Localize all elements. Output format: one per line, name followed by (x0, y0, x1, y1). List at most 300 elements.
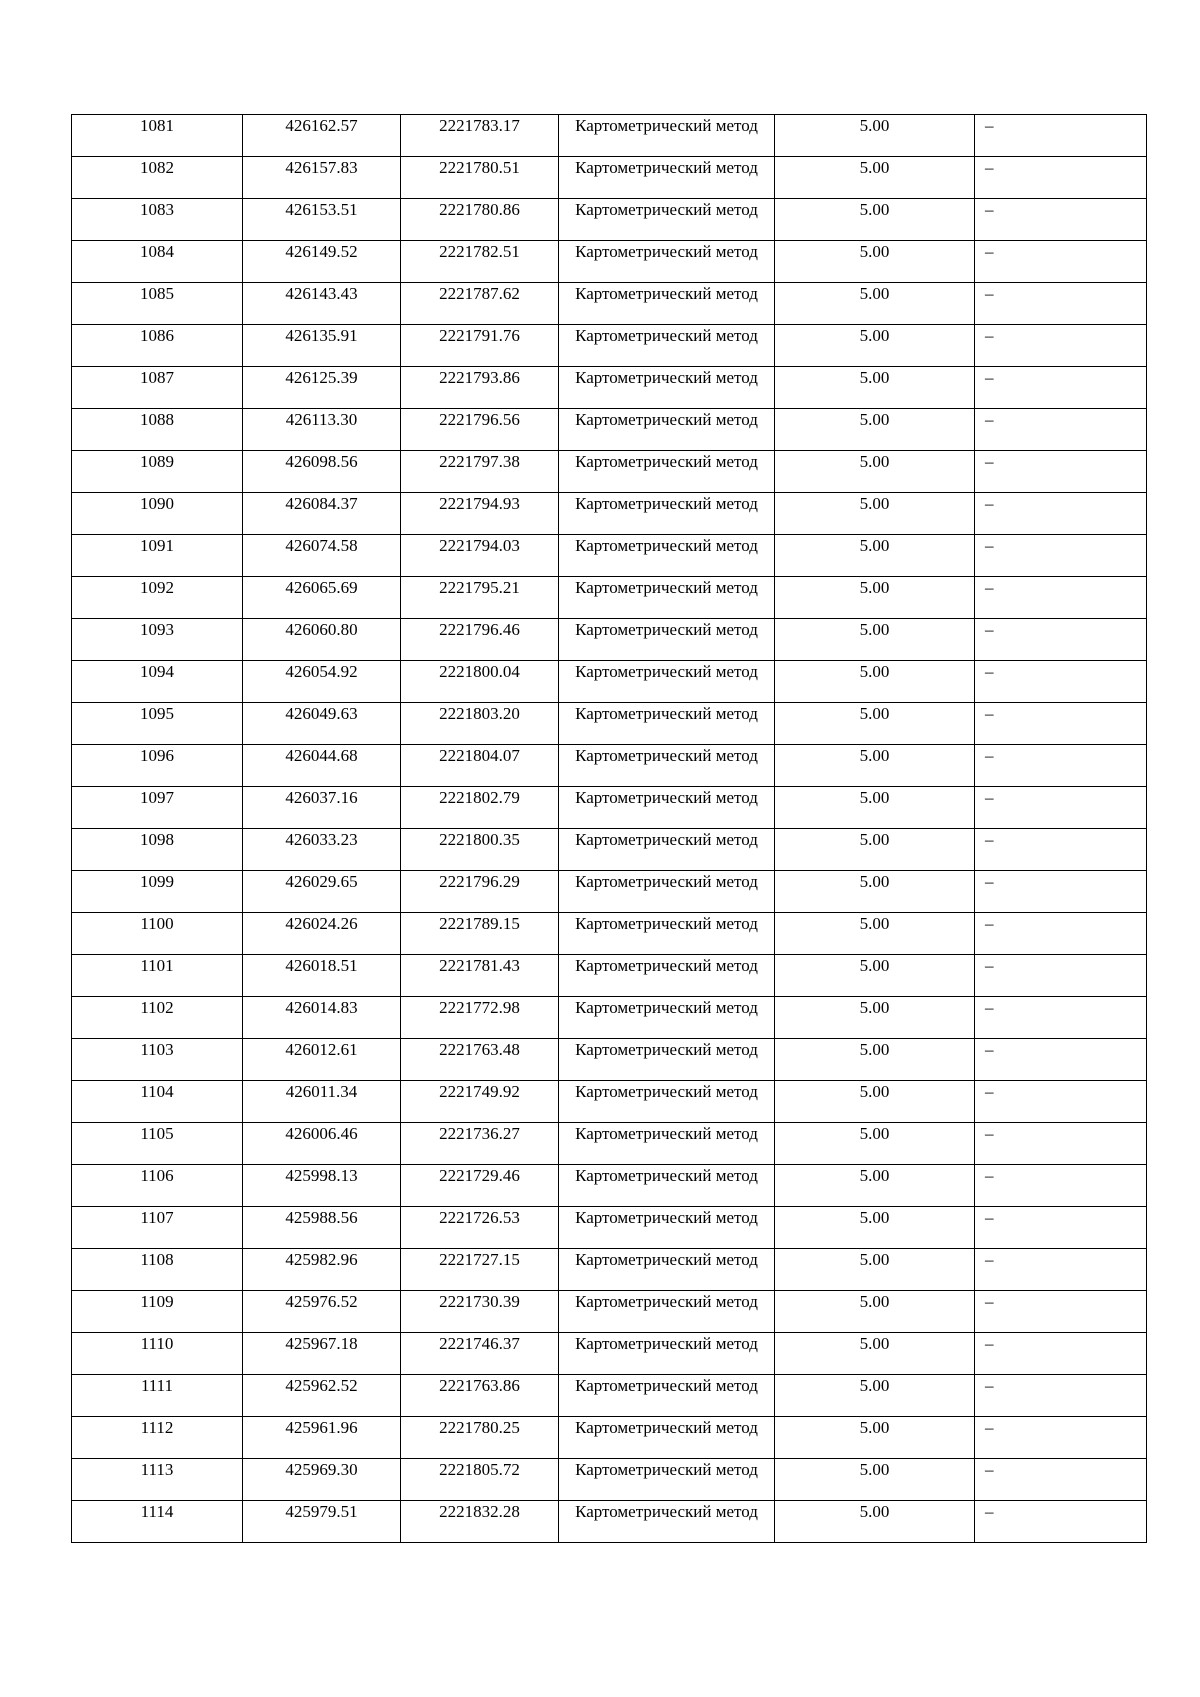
accuracy-cell-text: 5.00 (859, 1334, 890, 1353)
accuracy-cell (775, 1081, 975, 1123)
description-cell-text: – (985, 1208, 994, 1227)
point-number-cell-text: 1095 (140, 704, 174, 723)
coord-y-cell (401, 1291, 559, 1333)
accuracy-cell (775, 1333, 975, 1375)
method-cell-text: Картометрический метод (575, 284, 758, 303)
accuracy-cell (775, 115, 975, 157)
coord-x-cell-text: 426135.91 (285, 326, 358, 345)
coord-x-cell-text: 426162.57 (285, 116, 358, 135)
method-cell-text: Картометрический метод (575, 368, 758, 387)
method-cell-text: Картометрический метод (575, 914, 758, 933)
method-cell-text: Картометрический метод (575, 1250, 758, 1269)
point-number-cell-text: 1111 (140, 1376, 174, 1395)
coord-y-cell (401, 1333, 559, 1375)
coord-y-cell (401, 1459, 559, 1501)
description-cell-text: – (985, 284, 994, 303)
coord-x-cell (243, 241, 401, 283)
table-row (72, 241, 1147, 283)
description-cell-text: – (985, 1502, 994, 1521)
point-number-cell-text: 1108 (140, 1250, 174, 1269)
method-cell-text: Картометрический метод (575, 1376, 758, 1395)
accuracy-cell (775, 283, 975, 325)
table-row (72, 199, 1147, 241)
description-cell (975, 1375, 1147, 1417)
coord-y-cell-text: 2221746.37 (439, 1334, 520, 1353)
table-row (72, 997, 1147, 1039)
point-number-cell (72, 577, 243, 619)
point-number-cell (72, 493, 243, 535)
description-cell-text: – (985, 830, 994, 849)
coord-x-cell (243, 1501, 401, 1543)
description-cell-text: – (985, 620, 994, 639)
coord-x-cell (243, 535, 401, 577)
description-cell-text: – (985, 1334, 994, 1353)
method-cell-text: Картометрический метод (575, 956, 758, 975)
accuracy-cell-text: 5.00 (859, 1250, 890, 1269)
description-cell (975, 1165, 1147, 1207)
accuracy-cell (775, 451, 975, 493)
point-number-cell-text: 1094 (140, 662, 174, 681)
coord-y-cell (401, 1501, 559, 1543)
accuracy-cell-text: 5.00 (859, 1166, 890, 1185)
coord-y-cell (401, 451, 559, 493)
accuracy-cell-text: 5.00 (859, 662, 890, 681)
coord-x-cell-text: 425982.96 (285, 1250, 358, 1269)
accuracy-cell-text: 5.00 (859, 788, 890, 807)
method-cell (559, 1165, 775, 1207)
coord-y-cell (401, 871, 559, 913)
point-number-cell-text: 1097 (140, 788, 174, 807)
accuracy-cell (775, 199, 975, 241)
coord-x-cell (243, 703, 401, 745)
point-number-cell (72, 1333, 243, 1375)
description-cell-text: – (985, 1418, 994, 1437)
description-cell (975, 535, 1147, 577)
point-number-cell-text: 1110 (140, 1334, 174, 1353)
accuracy-cell (775, 1459, 975, 1501)
coord-x-cell-text: 426011.34 (285, 1082, 358, 1101)
coord-x-cell-text: 426149.52 (285, 242, 358, 261)
method-cell-text: Картометрический метод (575, 704, 758, 723)
coord-x-cell (243, 1291, 401, 1333)
coord-x-cell (243, 1417, 401, 1459)
description-cell (975, 661, 1147, 703)
table-row (72, 1207, 1147, 1249)
accuracy-cell (775, 1417, 975, 1459)
accuracy-cell-text: 5.00 (859, 704, 890, 723)
accuracy-cell (775, 1375, 975, 1417)
table-row (72, 325, 1147, 367)
coord-x-cell-text: 426065.69 (285, 578, 358, 597)
coord-y-cell (401, 1375, 559, 1417)
coord-x-cell-text: 426044.68 (285, 746, 358, 765)
description-cell-text: – (985, 1292, 994, 1311)
description-cell-text: – (985, 704, 994, 723)
point-number-cell-text: 1099 (140, 872, 174, 891)
point-number-cell (72, 409, 243, 451)
table-row (72, 283, 1147, 325)
point-number-cell (72, 619, 243, 661)
accuracy-cell (775, 1249, 975, 1291)
description-cell (975, 1333, 1147, 1375)
coord-y-cell-text: 2221791.76 (439, 326, 520, 345)
description-cell-text: – (985, 536, 994, 555)
coord-y-cell (401, 409, 559, 451)
coord-y-cell-text: 2221749.92 (439, 1082, 520, 1101)
description-cell (975, 913, 1147, 955)
accuracy-cell (775, 1039, 975, 1081)
description-cell (975, 241, 1147, 283)
point-number-cell (72, 913, 243, 955)
point-number-cell (72, 199, 243, 241)
method-cell-text: Картометрический метод (575, 1124, 758, 1143)
method-cell (559, 535, 775, 577)
accuracy-cell-text: 5.00 (859, 200, 890, 219)
accuracy-cell (775, 619, 975, 661)
accuracy-cell (775, 1123, 975, 1165)
method-cell (559, 493, 775, 535)
coord-y-cell-text: 2221795.21 (439, 578, 520, 597)
point-number-cell-text: 1086 (140, 326, 174, 345)
method-cell-text: Картометрический метод (575, 1166, 758, 1185)
method-cell-text: Картометрический метод (575, 1418, 758, 1437)
method-cell-text: Картометрический метод (575, 326, 758, 345)
coord-y-cell (401, 1207, 559, 1249)
coord-x-cell-text: 425988.56 (285, 1208, 358, 1227)
point-number-cell (72, 1501, 243, 1543)
point-number-cell (72, 283, 243, 325)
description-cell-text: – (985, 158, 994, 177)
coord-y-cell (401, 1081, 559, 1123)
accuracy-cell-text: 5.00 (859, 872, 890, 891)
coord-x-cell (243, 199, 401, 241)
description-cell (975, 577, 1147, 619)
table-row (72, 1249, 1147, 1291)
method-cell-text: Картометрический метод (575, 200, 758, 219)
accuracy-cell-text: 5.00 (859, 1502, 890, 1521)
table-row (72, 115, 1147, 157)
coord-y-cell (401, 787, 559, 829)
description-cell (975, 1417, 1147, 1459)
coord-y-cell (401, 241, 559, 283)
coord-x-cell (243, 955, 401, 997)
coord-y-cell (401, 1123, 559, 1165)
coord-x-cell-text: 426012.61 (285, 1040, 358, 1059)
coord-y-cell-text: 2221729.46 (439, 1166, 520, 1185)
coord-x-cell (243, 367, 401, 409)
description-cell-text: – (985, 578, 994, 597)
point-number-cell-text: 1103 (140, 1040, 174, 1059)
description-cell (975, 1081, 1147, 1123)
accuracy-cell (775, 703, 975, 745)
point-number-cell (72, 1375, 243, 1417)
coord-x-cell (243, 1039, 401, 1081)
point-number-cell (72, 1165, 243, 1207)
coord-x-cell (243, 1249, 401, 1291)
coord-y-cell (401, 1039, 559, 1081)
method-cell (559, 409, 775, 451)
coord-x-cell (243, 745, 401, 787)
point-number-cell-text: 1087 (140, 368, 174, 387)
coord-y-cell-text: 2221796.46 (439, 620, 520, 639)
coord-y-cell (401, 325, 559, 367)
point-number-cell-text: 1092 (140, 578, 174, 597)
coord-y-cell-text: 2221832.28 (439, 1502, 520, 1521)
method-cell-text: Картометрический метод (575, 410, 758, 429)
coord-x-cell-text: 426037.16 (285, 788, 358, 807)
coord-y-cell-text: 2221763.86 (439, 1376, 520, 1395)
point-number-cell-text: 1082 (140, 158, 174, 177)
method-cell-text: Картометрический метод (575, 788, 758, 807)
coord-y-cell-text: 2221793.86 (439, 368, 520, 387)
point-number-cell (72, 1123, 243, 1165)
table-row (72, 913, 1147, 955)
coord-y-cell-text: 2221800.04 (439, 662, 520, 681)
accuracy-cell-text: 5.00 (859, 914, 890, 933)
accuracy-cell (775, 157, 975, 199)
point-number-cell (72, 997, 243, 1039)
table-row (72, 1123, 1147, 1165)
table-row (72, 661, 1147, 703)
coord-x-cell-text: 425998.13 (285, 1166, 358, 1185)
method-cell (559, 1039, 775, 1081)
coord-y-cell-text: 2221763.48 (439, 1040, 520, 1059)
coord-y-cell (401, 661, 559, 703)
method-cell (559, 661, 775, 703)
method-cell (559, 703, 775, 745)
coord-y-cell (401, 199, 559, 241)
description-cell (975, 1249, 1147, 1291)
method-cell (559, 367, 775, 409)
coord-y-cell-text: 2221794.03 (439, 536, 520, 555)
method-cell (559, 1207, 775, 1249)
coord-x-cell-text: 426157.83 (285, 158, 358, 177)
point-number-cell-text: 1100 (140, 914, 174, 933)
description-cell (975, 871, 1147, 913)
coord-y-cell-text: 2221787.62 (439, 284, 520, 303)
coord-y-cell-text: 2221802.79 (439, 788, 520, 807)
method-cell-text: Картометрический метод (575, 536, 758, 555)
coord-x-cell-text: 425961.96 (285, 1418, 358, 1437)
table-row (72, 1501, 1147, 1543)
table-row (72, 1291, 1147, 1333)
point-number-cell-text: 1102 (140, 998, 174, 1017)
accuracy-cell-text: 5.00 (859, 1418, 890, 1437)
accuracy-cell-text: 5.00 (859, 998, 890, 1017)
description-cell-text: – (985, 368, 994, 387)
point-number-cell (72, 829, 243, 871)
coord-x-cell (243, 997, 401, 1039)
description-cell-text: – (985, 1460, 994, 1479)
method-cell-text: Картометрический метод (575, 1334, 758, 1353)
description-cell (975, 409, 1147, 451)
method-cell-text: Картометрический метод (575, 746, 758, 765)
table-row (72, 535, 1147, 577)
point-number-cell (72, 1459, 243, 1501)
point-number-cell (72, 871, 243, 913)
accuracy-cell (775, 409, 975, 451)
coord-y-cell (401, 157, 559, 199)
accuracy-cell (775, 913, 975, 955)
accuracy-cell-text: 5.00 (859, 536, 890, 555)
table-row (72, 829, 1147, 871)
table-row (72, 409, 1147, 451)
table-row (72, 955, 1147, 997)
description-cell-text: – (985, 914, 994, 933)
coord-y-cell-text: 2221780.86 (439, 200, 520, 219)
coord-x-cell (243, 871, 401, 913)
coord-x-cell (243, 1375, 401, 1417)
description-cell-text: – (985, 956, 994, 975)
table-row (72, 787, 1147, 829)
method-cell (559, 451, 775, 493)
accuracy-cell-text: 5.00 (859, 1208, 890, 1227)
description-cell (975, 493, 1147, 535)
accuracy-cell (775, 367, 975, 409)
coord-y-cell-text: 2221780.25 (439, 1418, 520, 1437)
description-cell (975, 1123, 1147, 1165)
coord-y-cell-text: 2221782.51 (439, 242, 520, 261)
coord-y-cell-text: 2221789.15 (439, 914, 520, 933)
coord-x-cell-text: 425962.52 (285, 1376, 358, 1395)
method-cell (559, 1123, 775, 1165)
point-number-cell-text: 1084 (140, 242, 174, 261)
method-cell-text: Картометрический метод (575, 242, 758, 261)
coord-x-cell-text: 425979.51 (285, 1502, 358, 1521)
method-cell (559, 1375, 775, 1417)
coord-x-cell-text: 426098.56 (285, 452, 358, 471)
coord-y-cell (401, 367, 559, 409)
method-cell (559, 283, 775, 325)
coord-x-cell (243, 1165, 401, 1207)
accuracy-cell (775, 1501, 975, 1543)
description-cell (975, 199, 1147, 241)
method-cell (559, 199, 775, 241)
point-number-cell-text: 1109 (140, 1292, 174, 1311)
method-cell-text: Картометрический метод (575, 1040, 758, 1059)
coord-x-cell (243, 787, 401, 829)
description-cell-text: – (985, 494, 994, 513)
point-number-cell-text: 1098 (140, 830, 174, 849)
accuracy-cell (775, 325, 975, 367)
point-number-cell (72, 115, 243, 157)
point-number-cell-text: 1104 (140, 1082, 174, 1101)
method-cell-text: Картометрический метод (575, 998, 758, 1017)
method-cell-text: Картометрический метод (575, 620, 758, 639)
accuracy-cell-text: 5.00 (859, 494, 890, 513)
coordinates-table-body (72, 115, 1147, 1543)
coord-y-cell-text: 2221794.93 (439, 494, 520, 513)
coord-x-cell-text: 426153.51 (285, 200, 358, 219)
coord-x-cell (243, 157, 401, 199)
coord-y-cell-text: 2221805.72 (439, 1460, 520, 1479)
point-number-cell-text: 1114 (140, 1502, 174, 1521)
coord-y-cell (401, 913, 559, 955)
table-row (72, 577, 1147, 619)
point-number-cell (72, 157, 243, 199)
point-number-cell-text: 1107 (140, 1208, 174, 1227)
description-cell (975, 703, 1147, 745)
description-cell (975, 367, 1147, 409)
method-cell-text: Картометрический метод (575, 494, 758, 513)
table-row (72, 1375, 1147, 1417)
method-cell-text: Картометрический метод (575, 1460, 758, 1479)
table-row (72, 1081, 1147, 1123)
coordinates-table (71, 114, 1147, 1543)
point-number-cell-text: 1085 (140, 284, 174, 303)
point-number-cell (72, 703, 243, 745)
description-cell (975, 1207, 1147, 1249)
table-row (72, 157, 1147, 199)
coord-y-cell (401, 703, 559, 745)
coord-y-cell (401, 115, 559, 157)
method-cell-text: Картометрический метод (575, 1502, 758, 1521)
coord-y-cell (401, 1249, 559, 1291)
accuracy-cell (775, 241, 975, 283)
point-number-cell (72, 367, 243, 409)
method-cell (559, 955, 775, 997)
description-cell-text: – (985, 998, 994, 1017)
point-number-cell (72, 745, 243, 787)
coord-x-cell-text: 426054.92 (285, 662, 358, 681)
coord-x-cell-text: 426125.39 (285, 368, 358, 387)
coord-y-cell-text: 2221800.35 (439, 830, 520, 849)
description-cell-text: – (985, 1166, 994, 1185)
accuracy-cell-text: 5.00 (859, 746, 890, 765)
table-row (72, 1417, 1147, 1459)
accuracy-cell-text: 5.00 (859, 410, 890, 429)
accuracy-cell (775, 535, 975, 577)
accuracy-cell-text: 5.00 (859, 1040, 890, 1059)
description-cell-text: – (985, 116, 994, 135)
point-number-cell-text: 1081 (140, 116, 174, 135)
coord-x-cell-text: 426084.37 (285, 494, 358, 513)
table-row (72, 871, 1147, 913)
table-row (72, 619, 1147, 661)
method-cell-text: Картометрический метод (575, 578, 758, 597)
point-number-cell (72, 661, 243, 703)
accuracy-cell-text: 5.00 (859, 578, 890, 597)
coord-y-cell-text: 2221781.43 (439, 956, 520, 975)
point-number-cell-text: 1101 (140, 956, 174, 975)
method-cell (559, 1459, 775, 1501)
accuracy-cell (775, 955, 975, 997)
coord-y-cell (401, 1165, 559, 1207)
description-cell (975, 451, 1147, 493)
point-number-cell (72, 1417, 243, 1459)
accuracy-cell-text: 5.00 (859, 1124, 890, 1143)
description-cell-text: – (985, 872, 994, 891)
table-row (72, 367, 1147, 409)
coord-x-cell (243, 115, 401, 157)
point-number-cell (72, 1207, 243, 1249)
coord-x-cell (243, 1333, 401, 1375)
description-cell (975, 325, 1147, 367)
description-cell (975, 619, 1147, 661)
coord-x-cell (243, 1459, 401, 1501)
method-cell (559, 157, 775, 199)
description-cell (975, 283, 1147, 325)
coord-x-cell (243, 1123, 401, 1165)
table-row (72, 703, 1147, 745)
accuracy-cell-text: 5.00 (859, 242, 890, 261)
coord-x-cell-text: 425967.18 (285, 1334, 358, 1353)
table-row (72, 1333, 1147, 1375)
point-number-cell-text: 1091 (140, 536, 174, 555)
description-cell-text: – (985, 1124, 994, 1143)
point-number-cell-text: 1112 (140, 1418, 174, 1437)
method-cell (559, 1501, 775, 1543)
